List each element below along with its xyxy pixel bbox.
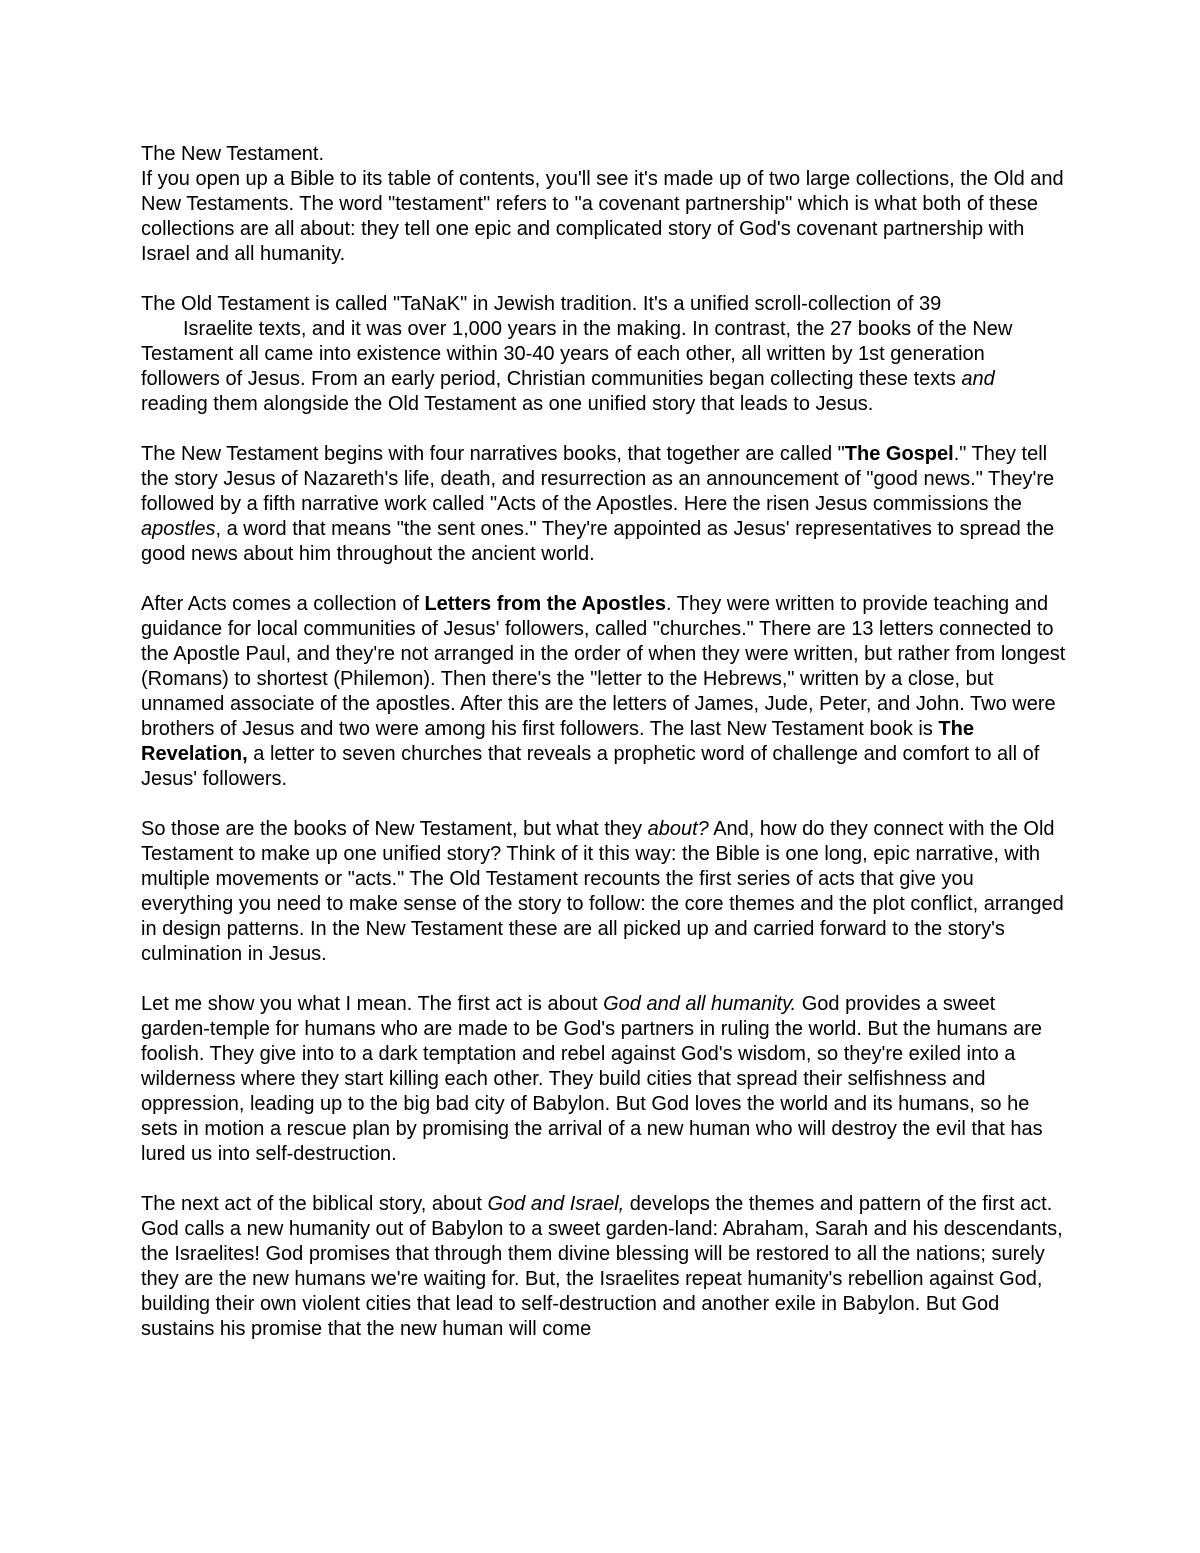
emphasis-and: and [961,368,995,390]
paragraph-gospel-text-c: , a word that means "the sent ones." They're appointed as Jesus' representatives to spread the good news about him throughout the ancient world. [141,518,1055,565]
emphasis-god-and-all-humanity: God and all humanity. [603,993,797,1015]
paragraph-story [141,817,1066,967]
paragraph-letters-text-b: . They were written to provide teaching and guidance for local communities of Jesus' followers, called "churches." There are 13 letters connected to the Apostle Paul, and they're not arranged in the order of when they were written, but rather from longest (Romans) to shortest (Philemon). Then there's the "letter to the Hebrews," written by a close, but unnamed associate of the apostles. After this are the letters of James, Jude, Peter, and John. Two were brothers of Jesus and two were among his first followers. The last New Testament book is [141,593,1066,740]
emphasis-apostles: apostles [141,518,216,540]
bold-letters-from-apostles: Letters from the Apostles [424,593,666,615]
bold-the-gospel: The Gospel [844,443,954,465]
paragraph-story-text-a: So those are the books of New Testament, but what they [141,818,648,840]
paragraph-letters-text-a: After Acts comes a collection of [141,593,425,615]
paragraph-next-act [141,1192,1066,1342]
paragraph-old-testament-text-a: Israelite texts, and it was over 1,000 years in the making. In contrast, the 27 books of the New Testament all came into existence within 30-40 years of each other, all written by 1st generation followers of Jesus. From an early period, Christian communities began collecting these texts [141,318,1013,390]
paragraph-letters [141,592,1066,792]
emphasis-about: about? [647,818,709,840]
paragraph-letters-text-c: a letter to seven churches that reveals a prophetic word of challenge and comfort to all of Jesus' followers. [141,743,1040,790]
paragraph-story-text-b: And, how do they connect with the Old Testament to make up one unified story? Think of it this way: the Bible is one long, epic narrative, with multiple movements or "acts." The Old Testament recounts the first series of acts that give you everything you need to make sense of the story to follow: the core themes and the plot conflict, arranged in design patterns. In the New Testament these are all picked up and carried forward to the story's culmination in Jesus. [141,818,1064,965]
paragraph-first-act-text-a: Let me show you what I mean. The first act is about [141,993,604,1015]
paragraph-first-act-text-b: God provides a sweet garden-temple for humans who are made to be God's partners in ruling the world. But the humans are foolish. They give into to a dark temptation and rebel against God's wisdom, so they're exiled into a wilderness where they start killing each other. They build cities that spread their selfishness and oppression, leading up to the big bad city of Babylon. But God loves the world and its humans, so he sets in motion a rescue plan by promising the arrival of a new human who will destroy the evil that has lured us into self-destruction. [141,993,1043,1165]
paragraph-first-act [141,992,1066,1167]
paragraph-next-act-text-a: The next act of the biblical story, about [141,1193,488,1215]
paragraph-old-testament-line1: The Old Testament is called "TaNaK" in Jewish tradition. It's a unified scroll-collection of 39 [141,293,942,315]
bold-the-revelation: The Revelation, [141,718,974,765]
document-title: The New Testament. [141,143,325,165]
paragraph-old-testament [141,292,1066,417]
document-page [141,142,1066,1367]
paragraph-gospel-text-b: ." They tell the story Jesus of Nazareth's life, death, and resurrection as an announcement of "good news." They're followed by a fifth narrative work called "Acts of the Apostles. Here the risen Jesus commissions the [141,443,1055,515]
paragraph-old-testament-text-b: reading them alongside the Old Testament as one unified story that leads to Jesus. [141,393,874,415]
paragraph-intro: If you open up a Bible to its table of contents, you'll see it's made up of two large collections, the Old and New Testaments. The word "testament" refers to "a covenant partnership" which is what both of these collections are all about: they tell one epic and complicated story of God's covenant partnership with Israel and all humanity. [141,168,1064,265]
paragraph-next-act-text-b: develops the themes and pattern of the first act. God calls a new humanity out of Babylon to a sweet garden-land: Abraham, Sarah and his descendants, the Israelites! God promises that through them divine blessing will be restored to all the nations; surely they are the new humans we're waiting for. But, the Israelites repeat humanity's rebellion against God, building their own violent cities that lead to self-destruction and another exile in Babylon. But God sustains his promise that the new human will come [141,1193,1063,1340]
paragraph-gospel [141,442,1066,567]
emphasis-god-and-israel: God and Israel, [487,1193,625,1215]
paragraph-gospel-text-a: The New Testament begins with four narratives books, that together are called " [141,443,845,465]
